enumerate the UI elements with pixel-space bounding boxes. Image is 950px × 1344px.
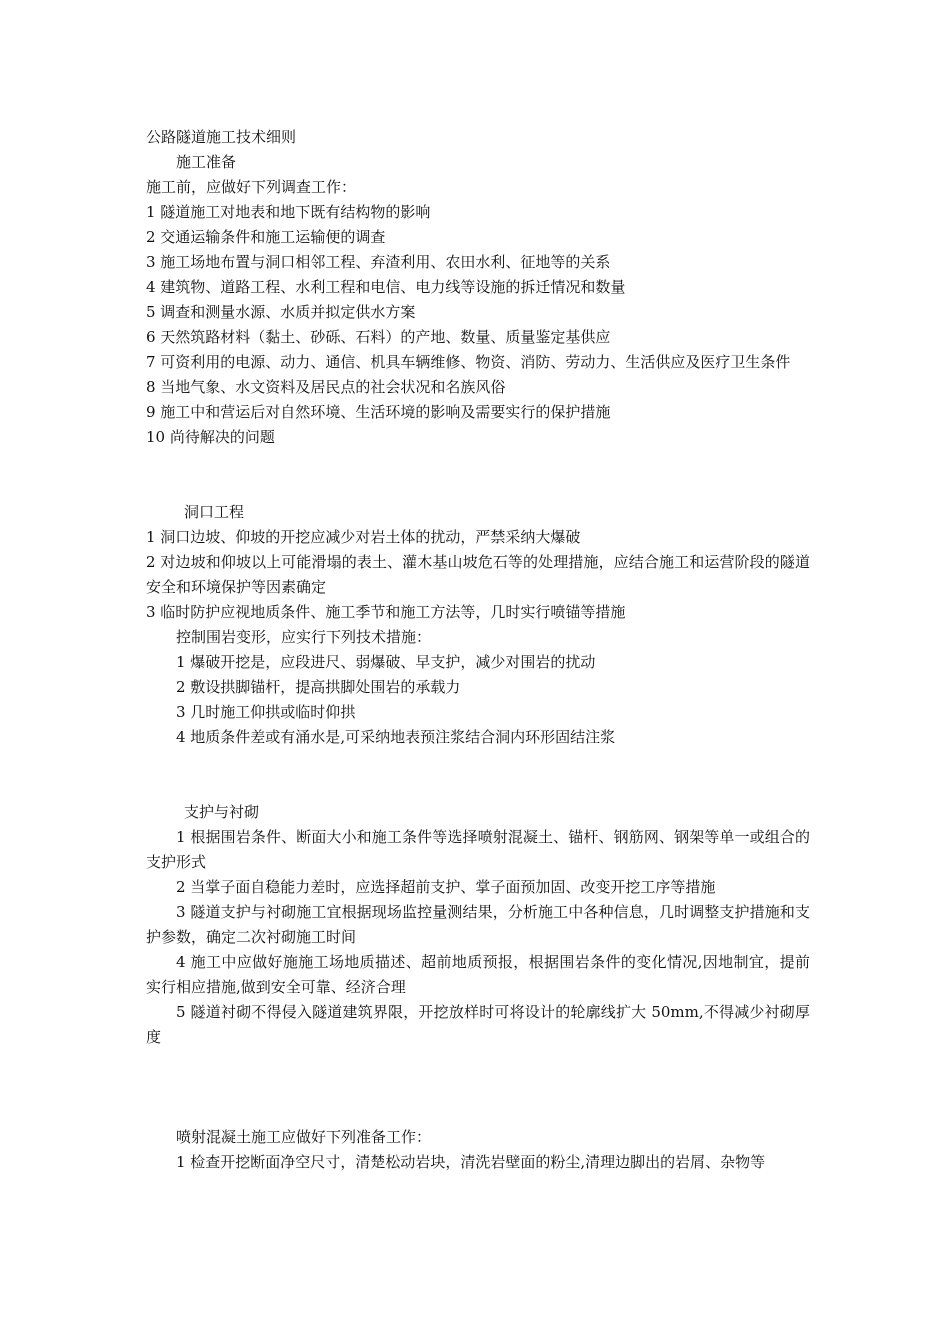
- list-item: 1 根据围岩条件、断面大小和施工条件等选择喷射混凝土、锚杆、钢筋网、钢架等单一或组合的支护形式: [146, 828, 810, 871]
- list-item: 8 当地气象、水文资料及居民点的社会状况和名族风俗: [146, 378, 506, 396]
- portal-sub-intro: 控制围岩变形，应实行下列技术措施：: [176, 628, 432, 646]
- list-item: 2 交通运输条件和施工运输便的调查: [146, 228, 386, 246]
- section-heading-preparation: 施工准备: [176, 153, 237, 171]
- list-item: 5 调查和测量水源、水质并拟定供水方案: [146, 303, 416, 321]
- list-item: 10 尚待解决的问题: [146, 428, 275, 446]
- list-item: 1 洞口边坡、仰坡的开挖应减少对岩土体的扰动，严禁采纳大爆破: [146, 528, 581, 546]
- list-item: 5 隧道衬砌不得侵入隧道建筑界限，开挖放样时可将设计的轮廓线扩大 50mm,不得减少衬砌厚度: [146, 1003, 810, 1046]
- list-item: 4 施工中应做好施施工场地质描述、超前地质预报，根据围岩条件的变化情况,因地制宜，提前实行相应措施,做到安全可靠、经济合理: [146, 953, 810, 996]
- list-item: 1 检查开挖断面净空尺寸，清楚松动岩块，清洗岩壁面的粉尘,清理边脚出的岩屑、杂物等: [176, 1153, 766, 1171]
- list-item: 3 临时防护应视地质条件、施工季节和施工方法等，几时实行喷锚等措施: [146, 603, 626, 621]
- list-item: 6 天然筑路材料（黏土、砂砾、石料）的产地、数量、质量鉴定基供应: [146, 328, 611, 346]
- list-item: 7 可资利用的电源、动力、通信、机具车辆维修、物资、消防、劳动力、生活供应及医疗卫生条件: [146, 353, 791, 371]
- list-item: 4 地质条件差或有涌水是,可采纳地表预注浆结合洞内环形固结注浆: [176, 728, 616, 746]
- list-item: 3 几时施工仰拱或临时仰拱: [176, 703, 356, 721]
- list-item: 3 施工场地布置与洞口相邻工程、弃渣利用、农田水利、征地等的关系: [146, 253, 611, 271]
- list-item: 3 隧道支护与衬砌施工宜根据现场监控量测结果，分析施工中各种信息，几时调整支护措施和支护参数，确定二次衬砌施工时间: [146, 903, 810, 946]
- section-heading-support: 支护与衬砌: [184, 803, 260, 821]
- section-heading-shotcrete: 喷射混凝土施工应做好下列准备工作：: [176, 1128, 432, 1146]
- list-item: 1 隧道施工对地表和地下既有结构物的影响: [146, 203, 431, 221]
- list-item: 2 当掌子面自稳能力差时，应选择超前支护、掌子面预加固、改变开挖工序等措施: [176, 878, 716, 896]
- document-body: [146, 125, 810, 1175]
- preparation-intro: 施工前，应做好下列调查工作：: [146, 178, 357, 196]
- list-item: 2 敷设拱脚锚杆，提高拱脚处围岩的承载力: [176, 678, 461, 696]
- list-item: 1 爆破开挖是，应段进尺、弱爆破、早支护，减少对围岩的扰动: [176, 653, 596, 671]
- list-item: 2 对边坡和仰坡以上可能滑塌的表土、灌木基山坡危石等的处理措施，应结合施工和运营阶段的隧道安全和环境保护等因素确定: [146, 553, 810, 596]
- section-heading-portal: 洞口工程: [184, 503, 245, 521]
- list-item: 9 施工中和营运后对自然环境、生活环境的影响及需要实行的保护措施: [146, 403, 611, 421]
- list-item: 4 建筑物、道路工程、水利工程和电信、电力线等设施的拆迁情况和数量: [146, 278, 626, 296]
- document-title: 公路隧道施工技术细则: [146, 128, 297, 146]
